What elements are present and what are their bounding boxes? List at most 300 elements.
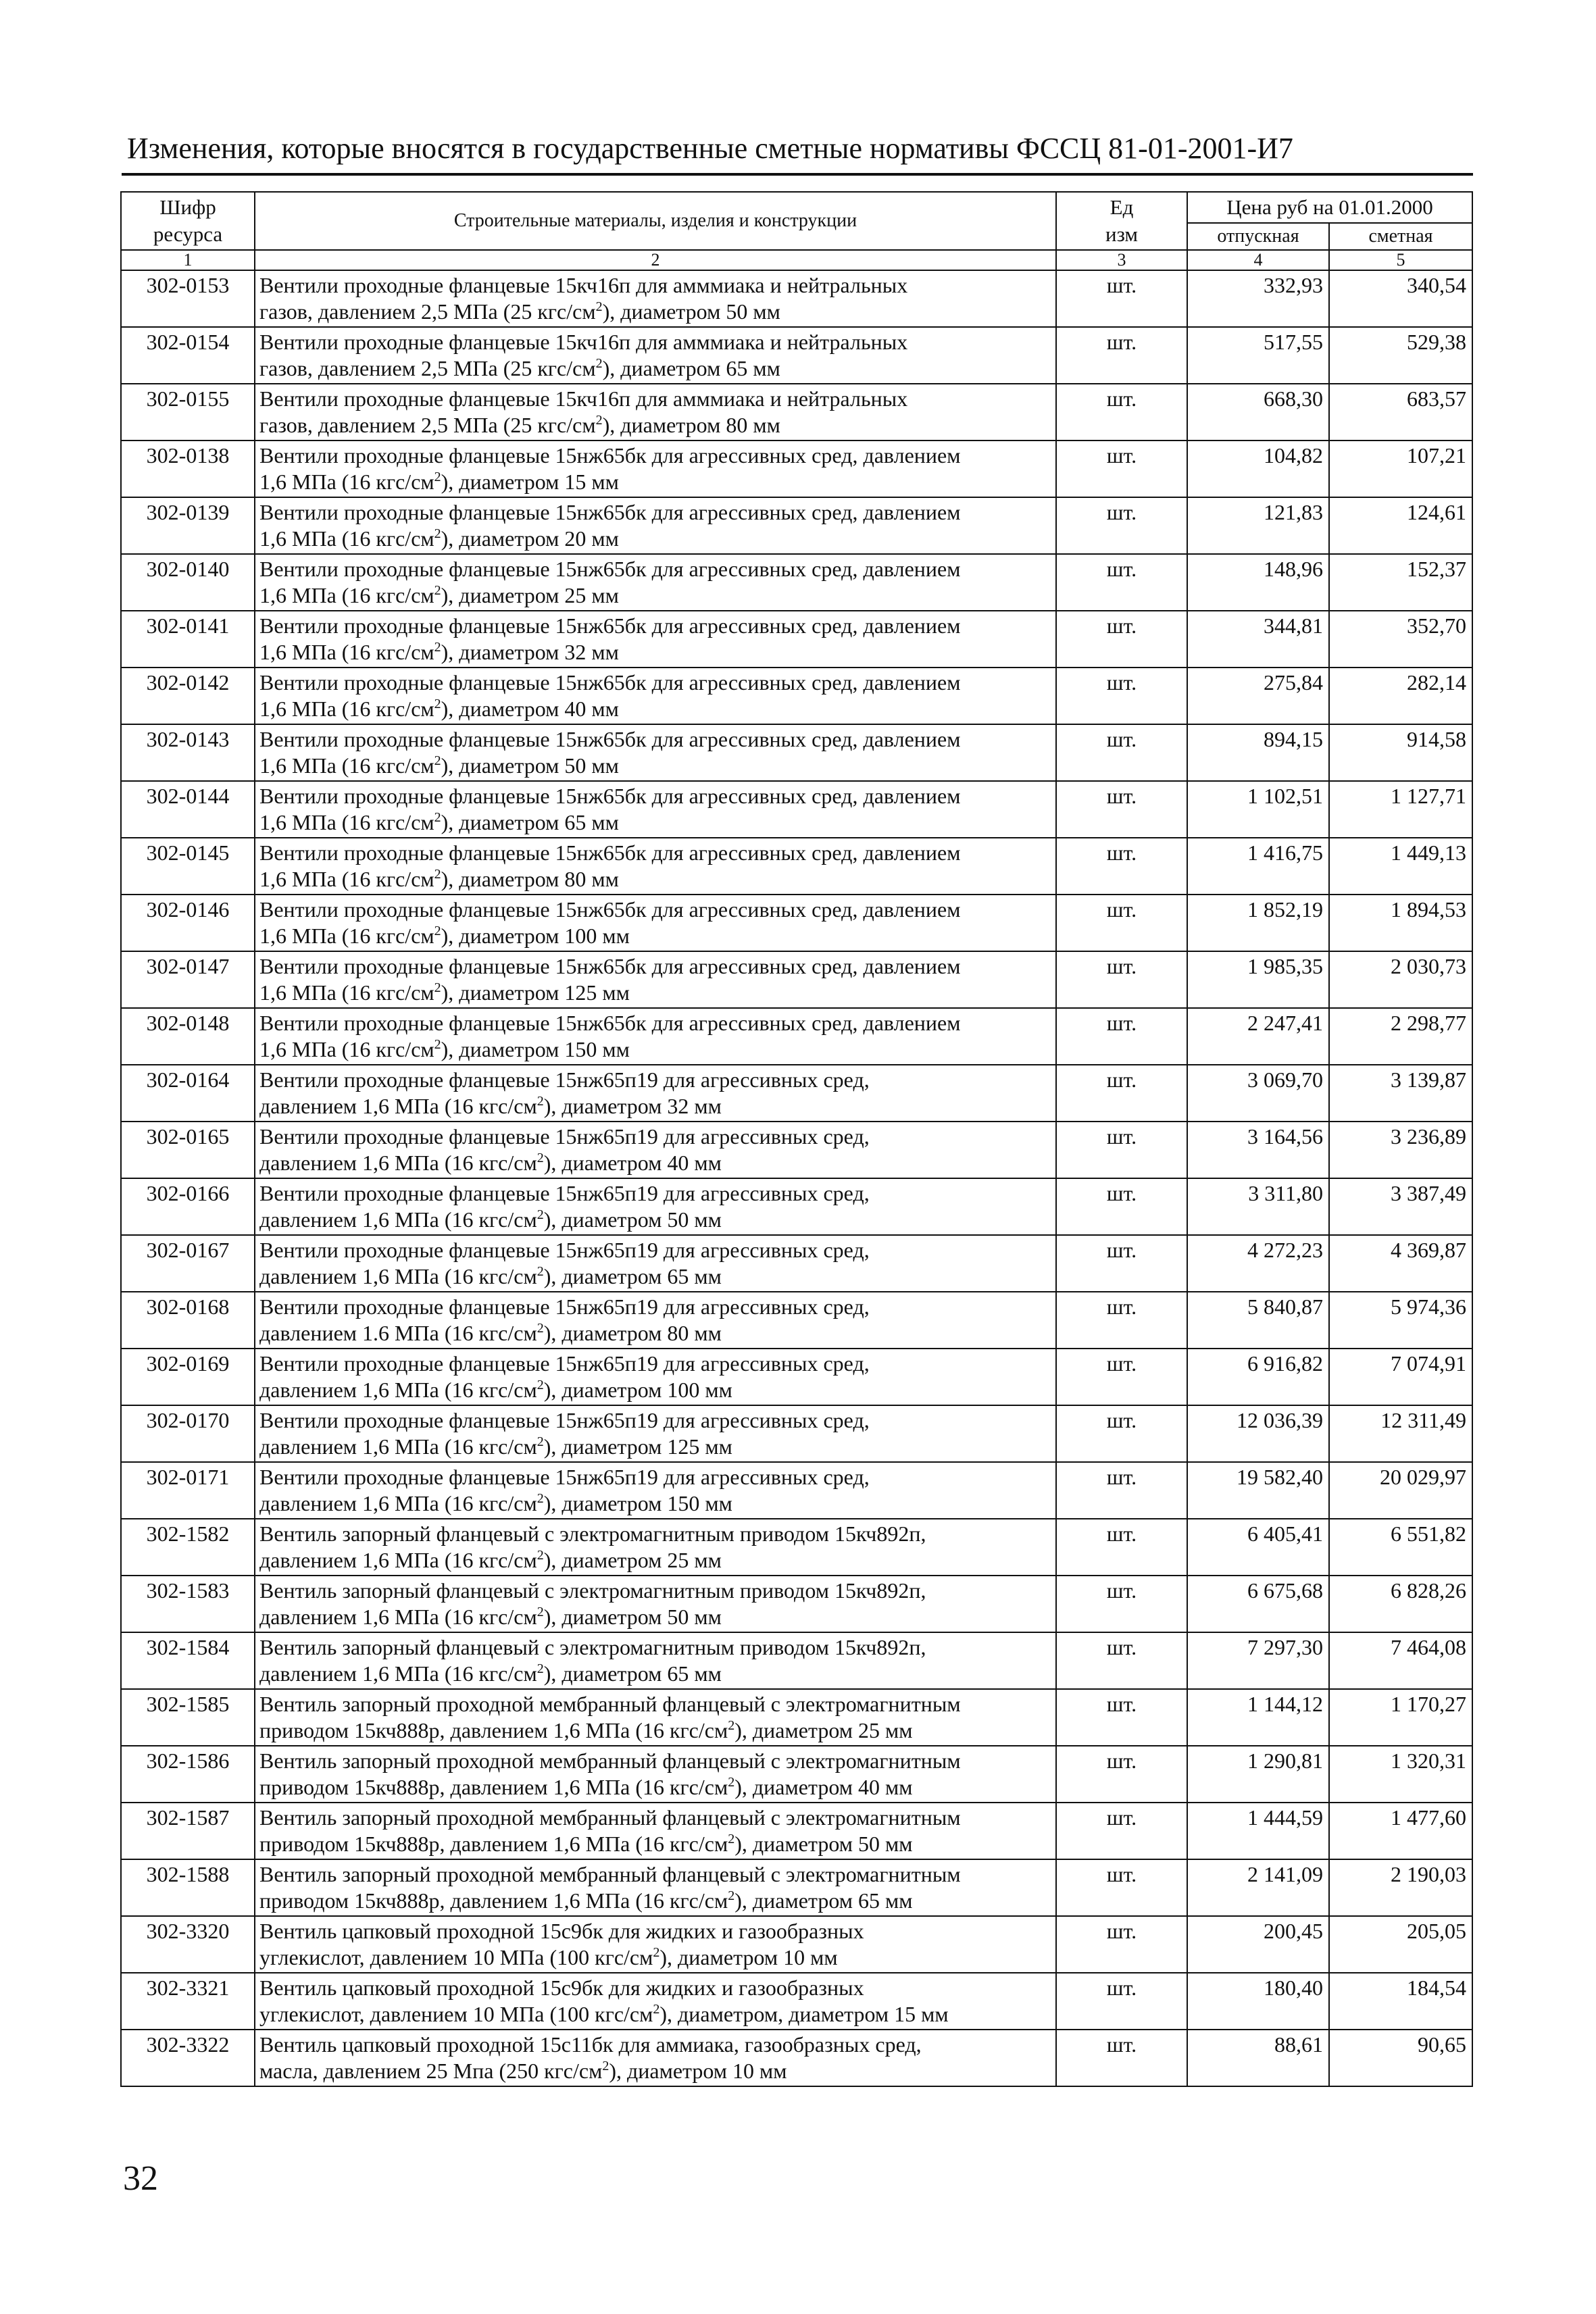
material-name bbox=[255, 2030, 1056, 2086]
material-name bbox=[255, 1065, 1056, 1122]
material-name-part: ), диаметром 10 мм bbox=[659, 1945, 838, 1969]
header-code bbox=[121, 192, 255, 250]
material-name-part: давлением 1,6 МПа (16 кгс/см bbox=[259, 1548, 537, 1572]
column-number: 3 bbox=[1056, 250, 1187, 270]
material-name-part: приводом 15кч888р, давлением 1,6 МПа (16 кгс/см bbox=[259, 1832, 728, 1856]
material-name-part: 1,6 МПа (16 кгс/см bbox=[259, 810, 434, 834]
material-name-line2 bbox=[259, 1547, 1051, 1574]
material-name bbox=[255, 1973, 1056, 2030]
material-name-line1: Вентиль запорный фланцевый с электромагнитным приводом 15кч892п, bbox=[259, 1578, 926, 1603]
material-name-part: ), диаметром 50 мм bbox=[543, 1207, 722, 1232]
superscript: 2 bbox=[728, 1718, 735, 1733]
material-name-line2 bbox=[259, 1604, 1051, 1630]
material-name bbox=[255, 1519, 1056, 1576]
estimate-price: 282,14 bbox=[1329, 668, 1472, 724]
resource-code: 302-0143 bbox=[121, 724, 255, 781]
table-row bbox=[121, 1065, 1472, 1122]
material-name-part: ), диаметром 40 мм bbox=[734, 1775, 913, 1799]
estimate-price: 184,54 bbox=[1329, 1973, 1472, 2030]
unit: шт. bbox=[1056, 724, 1187, 781]
superscript: 2 bbox=[537, 1207, 544, 1222]
column-number: 1 bbox=[121, 250, 255, 270]
material-name-part: ), диаметром, диаметром 15 мм bbox=[659, 2002, 949, 2026]
estimate-price: 1 320,31 bbox=[1329, 1746, 1472, 1803]
release-price: 1 416,75 bbox=[1187, 838, 1329, 895]
resource-code: 302-0146 bbox=[121, 895, 255, 951]
column-number: 4 bbox=[1187, 250, 1329, 270]
unit: шт. bbox=[1056, 1859, 1187, 1916]
material-name-part: ), диаметром 100 мм bbox=[441, 924, 630, 948]
estimate-price: 340,54 bbox=[1329, 270, 1472, 327]
material-name-part: 1,6 МПа (16 кгс/см bbox=[259, 980, 434, 1005]
material-name-line2 bbox=[259, 696, 1051, 722]
release-price: 332,93 bbox=[1187, 270, 1329, 327]
superscript: 2 bbox=[537, 1548, 544, 1563]
superscript: 2 bbox=[653, 1945, 660, 1960]
unit: шт. bbox=[1056, 1576, 1187, 1632]
material-name-part: давлением 1,6 МПа (16 кгс/см bbox=[259, 1264, 537, 1288]
table-row bbox=[121, 1235, 1472, 1292]
material-name-line1: Вентиль цапковый проходной 15с11бк для аммиака, газообразных сред, bbox=[259, 2032, 922, 2057]
material-name bbox=[255, 1008, 1056, 1065]
material-name-part: ), диаметром 40 мм bbox=[543, 1151, 722, 1175]
estimate-price: 20 029,97 bbox=[1329, 1462, 1472, 1519]
material-name-line1: Вентиль запорный фланцевый с электромагнитным приводом 15кч892п, bbox=[259, 1521, 926, 1546]
material-name-part: ), диаметром 50 мм bbox=[734, 1832, 913, 1856]
unit: шт. bbox=[1056, 951, 1187, 1008]
release-price: 6 405,41 bbox=[1187, 1519, 1329, 1576]
material-name-line1: Вентили проходные фланцевые 15нж65бк для агрессивных сред, давлением bbox=[259, 500, 961, 524]
material-name-part: 1,6 МПа (16 кгс/см bbox=[259, 697, 434, 721]
resource-code: 302-1585 bbox=[121, 1689, 255, 1746]
table-row bbox=[121, 2030, 1472, 2086]
unit: шт. bbox=[1056, 1292, 1187, 1349]
material-name-part: давлением 1.6 МПа (16 кгс/см bbox=[259, 1321, 537, 1345]
material-name-line2 bbox=[259, 1661, 1051, 1687]
material-name-line2 bbox=[259, 355, 1051, 382]
material-name-line1: Вентиль запорный проходной мембранный фланцевый с электромагнитным bbox=[259, 1805, 961, 1830]
material-name-part: 1,6 МПа (16 кгс/см bbox=[259, 526, 434, 551]
table-row bbox=[121, 1973, 1472, 2030]
unit: шт. bbox=[1056, 1405, 1187, 1462]
estimate-price: 2 298,77 bbox=[1329, 1008, 1472, 1065]
table-row bbox=[121, 668, 1472, 724]
superscript: 2 bbox=[434, 980, 441, 995]
material-name-part: ), диаметром 25 мм bbox=[734, 1718, 913, 1742]
material-name-part: ), диаметром 65 мм bbox=[734, 1888, 913, 1913]
resource-code: 302-1586 bbox=[121, 1746, 255, 1803]
resource-code: 302-0169 bbox=[121, 1349, 255, 1405]
estimate-price: 90,65 bbox=[1329, 2030, 1472, 2086]
release-price: 1 444,59 bbox=[1187, 1803, 1329, 1859]
table-row bbox=[121, 1008, 1472, 1065]
release-price: 148,96 bbox=[1187, 554, 1329, 611]
table-row bbox=[121, 724, 1472, 781]
unit: шт. bbox=[1056, 1916, 1187, 1973]
material-name-line2 bbox=[259, 582, 1051, 609]
superscript: 2 bbox=[434, 697, 441, 711]
estimate-price: 6 828,26 bbox=[1329, 1576, 1472, 1632]
estimate-price: 1 170,27 bbox=[1329, 1689, 1472, 1746]
table-row bbox=[121, 1405, 1472, 1462]
unit: шт. bbox=[1056, 1519, 1187, 1576]
estimate-price: 124,61 bbox=[1329, 497, 1472, 554]
resource-code: 302-1588 bbox=[121, 1859, 255, 1916]
resource-code: 302-0145 bbox=[121, 838, 255, 895]
material-name-line1: Вентили проходные фланцевые 15нж65п19 для агрессивных сред, bbox=[259, 1465, 870, 1489]
release-price: 6 675,68 bbox=[1187, 1576, 1329, 1632]
material-name-part: ), диаметром 20 мм bbox=[441, 526, 619, 551]
material-name-line1: Вентили проходные фланцевые 15нж65п19 для агрессивных сред, bbox=[259, 1408, 870, 1432]
material-name-part: ), диаметром 50 мм bbox=[543, 1605, 722, 1629]
estimate-price: 1 449,13 bbox=[1329, 838, 1472, 895]
material-name-line2 bbox=[259, 1717, 1051, 1744]
estimate-price: 107,21 bbox=[1329, 441, 1472, 497]
release-price: 12 036,39 bbox=[1187, 1405, 1329, 1462]
material-name-part: ), диаметром 65 мм bbox=[441, 810, 619, 834]
material-name-line1: Вентиль цапковый проходной 15с9бк для жидких и газообразных bbox=[259, 1976, 864, 2000]
material-name-line2 bbox=[259, 1774, 1051, 1801]
unit: шт. bbox=[1056, 838, 1187, 895]
superscript: 2 bbox=[537, 1491, 544, 1506]
material-name-part: углекислот, давлением 10 МПа (100 кгс/см bbox=[259, 1945, 653, 1969]
material-name bbox=[255, 1689, 1056, 1746]
header-code-line1: Шифр bbox=[159, 195, 216, 219]
unit: шт. bbox=[1056, 384, 1187, 441]
unit: шт. bbox=[1056, 1632, 1187, 1689]
material-name-part: 1,6 МПа (16 кгс/см bbox=[259, 753, 434, 778]
release-price: 668,30 bbox=[1187, 384, 1329, 441]
estimate-price: 7 464,08 bbox=[1329, 1632, 1472, 1689]
table-row bbox=[121, 1462, 1472, 1519]
material-name bbox=[255, 1178, 1056, 1235]
table-row bbox=[121, 1859, 1472, 1916]
material-name-part: приводом 15кч888р, давлением 1,6 МПа (16 кгс/см bbox=[259, 1888, 728, 1913]
release-price: 4 272,23 bbox=[1187, 1235, 1329, 1292]
release-price: 1 985,35 bbox=[1187, 951, 1329, 1008]
table-row bbox=[121, 554, 1472, 611]
table-row bbox=[121, 441, 1472, 497]
unit: шт. bbox=[1056, 1122, 1187, 1178]
material-name bbox=[255, 1746, 1056, 1803]
table-row bbox=[121, 1178, 1472, 1235]
material-name-part: ), диаметром 25 мм bbox=[441, 583, 619, 607]
resource-code: 302-0144 bbox=[121, 781, 255, 838]
unit: шт. bbox=[1056, 554, 1187, 611]
material-name-part: давлением 1,6 МПа (16 кгс/см bbox=[259, 1661, 537, 1686]
release-price: 3 069,70 bbox=[1187, 1065, 1329, 1122]
material-name bbox=[255, 1349, 1056, 1405]
material-name-part: 1,6 МПа (16 кгс/см bbox=[259, 640, 434, 664]
material-name-line2 bbox=[259, 299, 1051, 325]
material-name-line2 bbox=[259, 2001, 1051, 2028]
resource-code: 302-0139 bbox=[121, 497, 255, 554]
material-name-part: 1,6 МПа (16 кгс/см bbox=[259, 470, 434, 494]
material-name-line2 bbox=[259, 980, 1051, 1006]
unit: шт. bbox=[1056, 1462, 1187, 1519]
superscript: 2 bbox=[434, 753, 441, 768]
unit: шт. bbox=[1056, 1008, 1187, 1065]
resource-code: 302-0166 bbox=[121, 1178, 255, 1235]
material-name-part: ), диаметром 150 мм bbox=[543, 1491, 732, 1515]
estimate-price: 2 190,03 bbox=[1329, 1859, 1472, 1916]
material-name-line1: Вентили проходные фланцевые 15нж65п19 для агрессивных сред, bbox=[259, 1238, 870, 1262]
material-name bbox=[255, 724, 1056, 781]
superscript: 2 bbox=[434, 526, 441, 541]
unit: шт. bbox=[1056, 327, 1187, 384]
material-name-part: давлением 1,6 МПа (16 кгс/см bbox=[259, 1094, 537, 1118]
estimate-price: 3 139,87 bbox=[1329, 1065, 1472, 1122]
material-name-line1: Вентиль цапковый проходной 15с9бк для жидких и газообразных bbox=[259, 1919, 864, 1943]
material-name-line2 bbox=[259, 526, 1051, 552]
material-name-line2 bbox=[259, 1320, 1051, 1347]
table-row bbox=[121, 951, 1472, 1008]
material-name-line1: Вентили проходные фланцевые 15кч16п для амммиака и нейтральных bbox=[259, 386, 908, 411]
header-row-1 bbox=[121, 192, 1472, 223]
material-name-part: газов, давлением 2,5 МПа (25 кгс/см bbox=[259, 413, 596, 437]
table-row bbox=[121, 1519, 1472, 1576]
superscript: 2 bbox=[653, 2002, 660, 2017]
estimate-price: 2 030,73 bbox=[1329, 951, 1472, 1008]
material-name-line2 bbox=[259, 1207, 1051, 1233]
material-name-line1: Вентили проходные фланцевые 15нж65бк для агрессивных сред, давлением bbox=[259, 1011, 961, 1035]
column-number: 2 bbox=[255, 250, 1056, 270]
page-header-title: Изменения, которые вносятся в государственные сметные нормативы ФССЦ 81-01-2001-И7 bbox=[127, 132, 1293, 165]
release-price: 1 852,19 bbox=[1187, 895, 1329, 951]
resource-code: 302-0147 bbox=[121, 951, 255, 1008]
material-name-part: газов, давлением 2,5 МПа (25 кгс/см bbox=[259, 356, 596, 380]
material-name bbox=[255, 270, 1056, 327]
material-name-part: ), диаметром 100 мм bbox=[543, 1378, 732, 1402]
resource-code: 302-1583 bbox=[121, 1576, 255, 1632]
superscript: 2 bbox=[537, 1378, 544, 1392]
header-price-group: Цена руб на 01.01.2000 bbox=[1187, 192, 1472, 223]
material-name-line1: Вентили проходные фланцевые 15нж65п19 для агрессивных сред, bbox=[259, 1294, 870, 1319]
material-name-part: ), диаметром 80 мм bbox=[441, 867, 619, 891]
superscript: 2 bbox=[537, 1264, 544, 1279]
release-price: 3 311,80 bbox=[1187, 1178, 1329, 1235]
release-price: 2 247,41 bbox=[1187, 1008, 1329, 1065]
resource-code: 302-0164 bbox=[121, 1065, 255, 1122]
resource-code: 302-1587 bbox=[121, 1803, 255, 1859]
material-name-part: давлением 1,6 МПа (16 кгс/см bbox=[259, 1434, 537, 1459]
header-unit bbox=[1056, 192, 1187, 250]
unit: шт. bbox=[1056, 2030, 1187, 2086]
superscript: 2 bbox=[434, 810, 441, 825]
material-name-part: приводом 15кч888р, давлением 1,6 МПа (16 кгс/см bbox=[259, 1775, 728, 1799]
superscript: 2 bbox=[728, 1888, 735, 1903]
material-name-part: ), диаметром 65 мм bbox=[543, 1264, 722, 1288]
superscript: 2 bbox=[728, 1775, 735, 1790]
material-name bbox=[255, 441, 1056, 497]
material-name-part: давлением 1,6 МПа (16 кгс/см bbox=[259, 1207, 537, 1232]
unit: шт. bbox=[1056, 441, 1187, 497]
header-name: Строительные материалы, изделия и конструкции bbox=[255, 192, 1056, 250]
material-name-line1: Вентили проходные фланцевые 15нж65бк для агрессивных сред, давлением bbox=[259, 670, 961, 695]
material-name-line2 bbox=[259, 753, 1051, 779]
superscript: 2 bbox=[595, 299, 603, 314]
unit: шт. bbox=[1056, 1689, 1187, 1746]
unit: шт. bbox=[1056, 668, 1187, 724]
material-name bbox=[255, 781, 1056, 838]
unit: шт. bbox=[1056, 270, 1187, 327]
resource-code: 302-0168 bbox=[121, 1292, 255, 1349]
material-name bbox=[255, 1803, 1056, 1859]
material-name-part: ), диаметром 65 мм bbox=[602, 356, 780, 380]
superscript: 2 bbox=[434, 1037, 441, 1052]
release-price: 275,84 bbox=[1187, 668, 1329, 724]
material-name bbox=[255, 1859, 1056, 1916]
material-name-line2 bbox=[259, 1150, 1051, 1176]
unit: шт. bbox=[1056, 1235, 1187, 1292]
table-row bbox=[121, 895, 1472, 951]
resource-code: 302-0142 bbox=[121, 668, 255, 724]
release-price: 88,61 bbox=[1187, 2030, 1329, 2086]
header-code-line2: ресурса bbox=[153, 222, 223, 246]
material-name-line2 bbox=[259, 923, 1051, 949]
estimate-price: 3 236,89 bbox=[1329, 1122, 1472, 1178]
resource-code: 302-0171 bbox=[121, 1462, 255, 1519]
table-row bbox=[121, 1689, 1472, 1746]
material-name-part: ), диаметром 125 мм bbox=[441, 980, 630, 1005]
estimate-price: 529,38 bbox=[1329, 327, 1472, 384]
table-row bbox=[121, 1349, 1472, 1405]
material-name-line2 bbox=[259, 1490, 1051, 1517]
material-name bbox=[255, 1122, 1056, 1178]
header-unit-line1: Ед bbox=[1109, 195, 1134, 219]
material-name-line1: Вентили проходные фланцевые 15нж65бк для агрессивных сред, давлением bbox=[259, 727, 961, 751]
table-row bbox=[121, 384, 1472, 441]
header-rule bbox=[122, 173, 1473, 176]
release-price: 5 840,87 bbox=[1187, 1292, 1329, 1349]
release-price: 7 297,30 bbox=[1187, 1632, 1329, 1689]
resource-code: 302-0138 bbox=[121, 441, 255, 497]
estimate-price: 152,37 bbox=[1329, 554, 1472, 611]
material-name-part: давлением 1,6 МПа (16 кгс/см bbox=[259, 1491, 537, 1515]
superscript: 2 bbox=[434, 470, 441, 484]
material-name-line1: Вентили проходные фланцевые 15нж65п19 для агрессивных сред, bbox=[259, 1124, 870, 1149]
material-name-line2 bbox=[259, 1434, 1051, 1460]
superscript: 2 bbox=[434, 583, 441, 598]
table-row bbox=[121, 611, 1472, 668]
table-row bbox=[121, 1632, 1472, 1689]
table-row bbox=[121, 1122, 1472, 1178]
release-price: 894,15 bbox=[1187, 724, 1329, 781]
material-name-part: ), диаметром 65 мм bbox=[543, 1661, 722, 1686]
material-name bbox=[255, 554, 1056, 611]
resource-code: 302-3320 bbox=[121, 1916, 255, 1973]
material-name-part: 1,6 МПа (16 кгс/см bbox=[259, 924, 434, 948]
material-name bbox=[255, 1576, 1056, 1632]
estimate-price: 1 894,53 bbox=[1329, 895, 1472, 951]
resource-code: 302-1582 bbox=[121, 1519, 255, 1576]
unit: шт. bbox=[1056, 1065, 1187, 1122]
release-price: 104,82 bbox=[1187, 441, 1329, 497]
material-name-line1: Вентиль запорный фланцевый с электромагнитным приводом 15кч892п, bbox=[259, 1635, 926, 1659]
estimate-price: 914,58 bbox=[1329, 724, 1472, 781]
resource-code: 302-0155 bbox=[121, 384, 255, 441]
unit: шт. bbox=[1056, 781, 1187, 838]
estimate-price: 12 311,49 bbox=[1329, 1405, 1472, 1462]
material-name-line1: Вентили проходные фланцевые 15нж65п19 для агрессивных сред, bbox=[259, 1181, 870, 1205]
material-name-part: приводом 15кч888р, давлением 1,6 МПа (16 кгс/см bbox=[259, 1718, 728, 1742]
material-name-part: ), диаметром 150 мм bbox=[441, 1037, 630, 1061]
material-name bbox=[255, 838, 1056, 895]
superscript: 2 bbox=[595, 356, 603, 371]
header-release-price: отпускная bbox=[1187, 223, 1329, 250]
release-price: 200,45 bbox=[1187, 1916, 1329, 1973]
material-name-line2 bbox=[259, 1888, 1051, 1914]
material-name-line2 bbox=[259, 809, 1051, 836]
estimate-price: 7 074,91 bbox=[1329, 1349, 1472, 1405]
material-name-line2 bbox=[259, 2058, 1051, 2084]
material-name-part: ), диаметром 32 мм bbox=[543, 1094, 722, 1118]
estimate-price: 683,57 bbox=[1329, 384, 1472, 441]
estimate-price: 3 387,49 bbox=[1329, 1178, 1472, 1235]
material-name-line1: Вентили проходные фланцевые 15кч16п для амммиака и нейтральных bbox=[259, 273, 908, 297]
release-price: 19 582,40 bbox=[1187, 1462, 1329, 1519]
material-name-line1: Вентили проходные фланцевые 15нж65бк для агрессивных сред, давлением bbox=[259, 557, 961, 581]
header-unit-line2: изм bbox=[1105, 222, 1138, 246]
estimate-price: 4 369,87 bbox=[1329, 1235, 1472, 1292]
material-name-line1: Вентили проходные фланцевые 15нж65п19 для агрессивных сред, bbox=[259, 1351, 870, 1376]
superscript: 2 bbox=[434, 867, 441, 882]
material-name-line2 bbox=[259, 1093, 1051, 1120]
column-number-row bbox=[121, 250, 1472, 270]
estimate-price: 5 974,36 bbox=[1329, 1292, 1472, 1349]
material-name bbox=[255, 895, 1056, 951]
superscript: 2 bbox=[602, 2059, 609, 2073]
material-name-line2 bbox=[259, 1944, 1051, 1971]
release-price: 344,81 bbox=[1187, 611, 1329, 668]
unit: шт. bbox=[1056, 895, 1187, 951]
material-name-line1: Вентили проходные фланцевые 15кч16п для амммиака и нейтральных bbox=[259, 330, 908, 354]
material-name-part: 1,6 МПа (16 кгс/см bbox=[259, 1037, 434, 1061]
release-price: 121,83 bbox=[1187, 497, 1329, 554]
superscript: 2 bbox=[537, 1661, 544, 1676]
material-name bbox=[255, 1292, 1056, 1349]
material-name-part: давлением 1,6 МПа (16 кгс/см bbox=[259, 1605, 537, 1629]
material-name-line1: Вентили проходные фланцевые 15нж65п19 для агрессивных сред, bbox=[259, 1067, 870, 1092]
material-name-part: углекислот, давлением 10 МПа (100 кгс/см bbox=[259, 2002, 653, 2026]
material-name bbox=[255, 497, 1056, 554]
release-price: 1 290,81 bbox=[1187, 1746, 1329, 1803]
release-price: 517,55 bbox=[1187, 327, 1329, 384]
material-name-part: ), диаметром 15 мм bbox=[441, 470, 619, 494]
resource-code: 302-0148 bbox=[121, 1008, 255, 1065]
unit: шт. bbox=[1056, 1746, 1187, 1803]
material-name-part: давлением 1,6 МПа (16 кгс/см bbox=[259, 1151, 537, 1175]
material-name-part: ), диаметром 125 мм bbox=[543, 1434, 732, 1459]
estimate-price: 6 551,82 bbox=[1329, 1519, 1472, 1576]
superscript: 2 bbox=[434, 640, 441, 655]
table-row bbox=[121, 1576, 1472, 1632]
material-name-part: ), диаметром 80 мм bbox=[543, 1321, 722, 1345]
resource-code: 302-1584 bbox=[121, 1632, 255, 1689]
unit: шт. bbox=[1056, 1178, 1187, 1235]
material-name-part: газов, давлением 2,5 МПа (25 кгс/см bbox=[259, 299, 596, 324]
release-price: 1 102,51 bbox=[1187, 781, 1329, 838]
table-row bbox=[121, 1746, 1472, 1803]
price-table bbox=[120, 191, 1473, 2087]
release-price: 6 916,82 bbox=[1187, 1349, 1329, 1405]
table-row bbox=[121, 1916, 1472, 1973]
resource-code: 302-0167 bbox=[121, 1235, 255, 1292]
material-name-line1: Вентиль запорный проходной мембранный фланцевый с электромагнитным bbox=[259, 1749, 961, 1773]
header-estimate-price: сметная bbox=[1329, 223, 1472, 250]
material-name bbox=[255, 1405, 1056, 1462]
material-name bbox=[255, 1462, 1056, 1519]
